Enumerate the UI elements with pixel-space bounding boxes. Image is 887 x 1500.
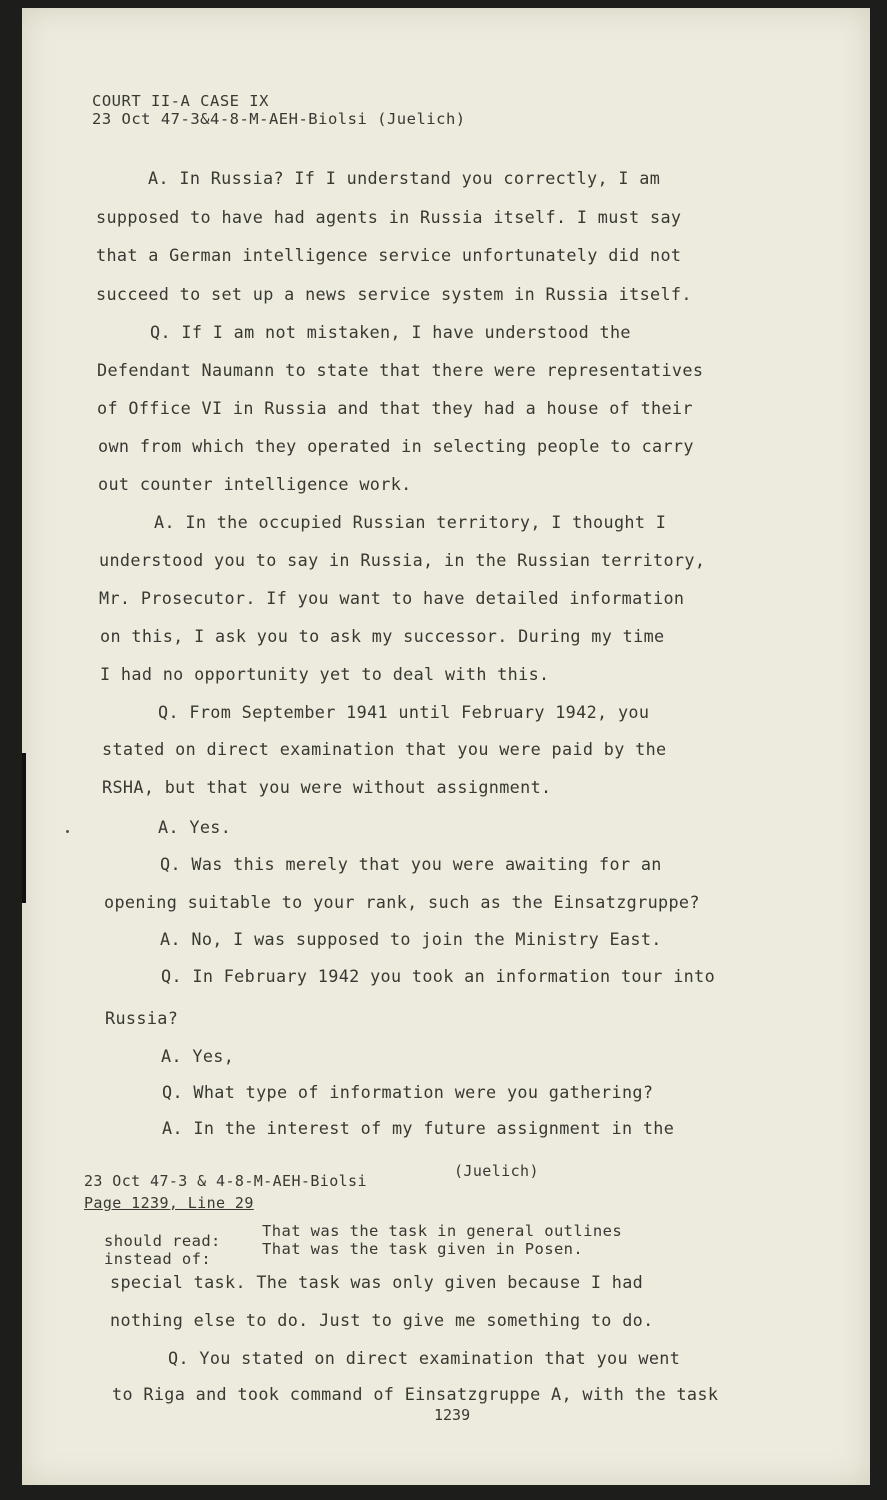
text-line: A. No, I was supposed to join the Ministry East.	[160, 929, 662, 949]
text-line: A. In the occupied Russian territory, I thought I	[154, 512, 667, 532]
should-read-label: should read:	[104, 1232, 221, 1250]
text-line: succeed to set up a news service system in Russia itself.	[96, 284, 692, 304]
text-line: to Riga and took command of Einsatzgruppe A, with the task	[112, 1384, 719, 1404]
text-line: supposed to have had agents in Russia itself. I must say	[96, 207, 682, 227]
text-line: RSHA, but that you were without assignment.	[102, 777, 552, 797]
text-line: Q. In February 1942 you took an information tour into	[161, 966, 716, 986]
text-line: Defendant Naumann to state that there were representatives	[97, 360, 704, 380]
instead-of-label: instead of:	[104, 1250, 212, 1268]
session-header: 23 Oct 47-3&4-8-M-AEH-Biolsi (Juelich)	[92, 110, 466, 128]
should-read-text: That was the task in general outlines	[262, 1222, 623, 1240]
text-line: Mr. Prosecutor. If you want to have detailed information	[99, 588, 685, 608]
text-line: out counter intelligence work.	[98, 474, 412, 494]
text-line: A. In Russia? If I understand you correctly, I am	[148, 168, 661, 188]
text-line: that a German intelligence service unfortunately did not	[96, 245, 682, 265]
text-line: nothing else to do. Just to give me something to do.	[110, 1310, 654, 1330]
correction-speaker: (Juelich)	[454, 1162, 539, 1180]
edge-mark	[22, 753, 26, 903]
case-header: COURT II-A CASE IX	[92, 92, 269, 110]
document-page	[22, 8, 870, 1485]
text-line: opening suitable to your rank, such as the Einsatzgruppe?	[104, 892, 700, 912]
correction-slip	[84, 1148, 870, 1268]
text-line: A. In the interest of my future assignment in the	[162, 1118, 675, 1138]
text-line: A. Yes,	[161, 1046, 235, 1066]
page-number: 1239	[434, 1406, 471, 1424]
text-line: Russia?	[105, 1008, 179, 1028]
text-line: of Office VI in Russia and that they had a house of their	[97, 398, 693, 418]
paper-speck	[66, 830, 69, 833]
text-line: Q. From September 1941 until February 1942, you	[158, 702, 650, 722]
text-line: Q. If I am not mistaken, I have understood the	[150, 322, 631, 342]
correction-reference: 23 Oct 47-3 & 4-8-M-AEH-Biolsi	[84, 1172, 367, 1190]
instead-of-text: That was the task given in Posen.	[262, 1240, 584, 1258]
text-line: Q. You stated on direct examination that you went	[168, 1348, 681, 1368]
text-line: understood you to say in Russia, in the Russian territory,	[99, 550, 706, 570]
correction-page-line: Page 1239, Line 29	[84, 1194, 254, 1212]
text-line: A. Yes.	[158, 817, 232, 837]
text-line: special task. The task was only given because I had	[110, 1272, 644, 1292]
text-line: Q. Was this merely that you were awaiting for an	[160, 854, 662, 874]
text-line: stated on direct examination that you were paid by the	[102, 739, 667, 759]
text-line: I had no opportunity yet to deal with this.	[100, 664, 550, 684]
text-line: Q. What type of information were you gathering?	[162, 1082, 654, 1102]
text-line: on this, I ask you to ask my successor. During my time	[100, 626, 665, 646]
text-line: own from which they operated in selecting people to carry	[98, 436, 694, 456]
